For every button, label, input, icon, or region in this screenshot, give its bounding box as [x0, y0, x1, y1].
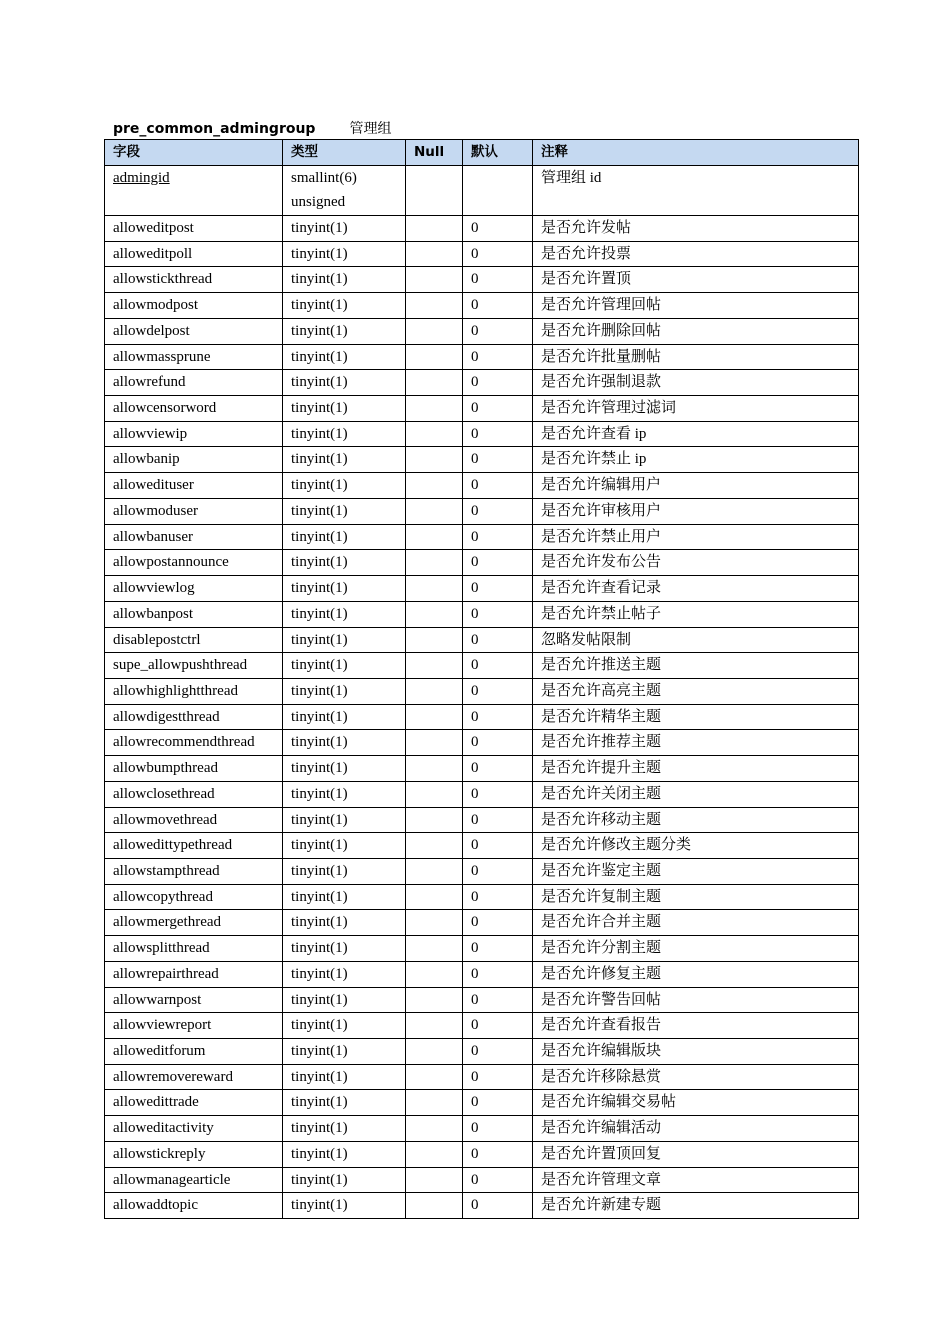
cell-type: tinyint(1) — [283, 1167, 406, 1193]
cell-null — [406, 678, 463, 704]
cell-field: allowcopythread — [105, 884, 283, 910]
cell-field: allowviewlog — [105, 576, 283, 602]
cell-default: 0 — [463, 781, 533, 807]
cell-null — [406, 1167, 463, 1193]
cell-comment: 是否允许修改主题分类 — [533, 833, 859, 859]
cell-null — [406, 653, 463, 679]
cell-type: tinyint(1) — [283, 1064, 406, 1090]
cell-null — [406, 987, 463, 1013]
table-row — [105, 1193, 859, 1219]
cell-comment: 是否允许强制退款 — [533, 370, 859, 396]
cell-comment: 是否允许复制主题 — [533, 884, 859, 910]
cell-type: tinyint(1) — [283, 267, 406, 293]
table-row — [105, 961, 859, 987]
cell-null — [406, 730, 463, 756]
cell-field: alloweditactivity — [105, 1116, 283, 1142]
table-row — [105, 601, 859, 627]
table-row — [105, 756, 859, 782]
table-row — [105, 1013, 859, 1039]
cell-comment: 是否允许编辑活动 — [533, 1116, 859, 1142]
cell-null — [406, 241, 463, 267]
header-null: Null — [406, 140, 463, 166]
cell-null — [406, 1039, 463, 1065]
cell-comment: 是否允许警告回帖 — [533, 987, 859, 1013]
cell-default: 0 — [463, 396, 533, 422]
cell-comment: 是否允许审核用户 — [533, 498, 859, 524]
table-row — [105, 421, 859, 447]
cell-field: supe_allowpushthread — [105, 653, 283, 679]
cell-default: 0 — [463, 421, 533, 447]
cell-type: tinyint(1) — [283, 576, 406, 602]
cell-null — [406, 1064, 463, 1090]
header-field: 字段 — [105, 140, 283, 166]
cell-comment: 是否允许高亮主题 — [533, 678, 859, 704]
cell-field: admingid — [105, 166, 283, 216]
cell-type: tinyint(1) — [283, 498, 406, 524]
cell-type: tinyint(1) — [283, 1193, 406, 1219]
table-row — [105, 1039, 859, 1065]
table-row — [105, 550, 859, 576]
cell-null — [406, 267, 463, 293]
cell-type: tinyint(1) — [283, 1141, 406, 1167]
cell-null — [406, 396, 463, 422]
cell-type: tinyint(1) — [283, 318, 406, 344]
cell-type: tinyint(1) — [283, 756, 406, 782]
cell-null — [406, 910, 463, 936]
cell-default: 0 — [463, 1013, 533, 1039]
cell-comment: 是否允许发帖 — [533, 216, 859, 242]
cell-comment: 是否允许编辑用户 — [533, 473, 859, 499]
cell-default: 0 — [463, 1090, 533, 1116]
cell-comment: 是否允许置顶回复 — [533, 1141, 859, 1167]
cell-type: tinyint(1) — [283, 781, 406, 807]
header-row — [105, 140, 859, 166]
cell-default: 0 — [463, 807, 533, 833]
cell-default: 0 — [463, 910, 533, 936]
cell-field: allowstickreply — [105, 1141, 283, 1167]
table-row — [105, 884, 859, 910]
cell-comment: 是否允许移除悬赏 — [533, 1064, 859, 1090]
cell-null — [406, 781, 463, 807]
cell-default: 0 — [463, 936, 533, 962]
cell-null — [406, 344, 463, 370]
cell-null — [406, 936, 463, 962]
cell-null — [406, 550, 463, 576]
cell-default: 0 — [463, 601, 533, 627]
cell-default: 0 — [463, 1039, 533, 1065]
cell-type: tinyint(1) — [283, 241, 406, 267]
cell-type: tinyint(1) — [283, 216, 406, 242]
cell-field: allowwarnpost — [105, 987, 283, 1013]
cell-type: tinyint(1) — [283, 1116, 406, 1142]
cell-field: allowstickthread — [105, 267, 283, 293]
cell-null — [406, 1141, 463, 1167]
cell-field: allowaddtopic — [105, 1193, 283, 1219]
cell-comment: 是否允许合并主题 — [533, 910, 859, 936]
cell-comment: 是否允许推送主题 — [533, 653, 859, 679]
cell-type: tinyint(1) — [283, 1090, 406, 1116]
cell-comment: 是否允许批量删帖 — [533, 344, 859, 370]
table-row — [105, 293, 859, 319]
cell-field: alloweditforum — [105, 1039, 283, 1065]
table-row — [105, 1167, 859, 1193]
table-caption — [113, 118, 391, 138]
cell-null — [406, 293, 463, 319]
cell-default: 0 — [463, 318, 533, 344]
cell-type: tinyint(1) — [283, 447, 406, 473]
table-row — [105, 267, 859, 293]
table-row — [105, 524, 859, 550]
cell-default: 0 — [463, 730, 533, 756]
header-type: 类型 — [283, 140, 406, 166]
cell-field: allowrecommendthread — [105, 730, 283, 756]
cell-comment: 是否允许编辑版块 — [533, 1039, 859, 1065]
schema-table — [104, 139, 859, 1219]
cell-default: 0 — [463, 473, 533, 499]
cell-comment: 是否允许修复主题 — [533, 961, 859, 987]
table-description: 管理组 — [349, 121, 392, 137]
cell-field: allowsplitthread — [105, 936, 283, 962]
cell-null — [406, 601, 463, 627]
cell-field: allowedittrade — [105, 1090, 283, 1116]
table-name: pre_common_admingroup — [113, 121, 316, 137]
cell-default: 0 — [463, 884, 533, 910]
cell-default: 0 — [463, 756, 533, 782]
cell-comment: 是否允许管理过滤词 — [533, 396, 859, 422]
cell-default: 0 — [463, 498, 533, 524]
cell-type: tinyint(1) — [283, 704, 406, 730]
cell-comment: 忽略发帖限制 — [533, 627, 859, 653]
cell-type: tinyint(1) — [283, 1013, 406, 1039]
cell-field: disablepostctrl — [105, 627, 283, 653]
table-row — [105, 396, 859, 422]
header-default: 默认 — [463, 140, 533, 166]
cell-default: 0 — [463, 678, 533, 704]
cell-default: 0 — [463, 370, 533, 396]
cell-null — [406, 421, 463, 447]
cell-comment: 是否允许禁止 ip — [533, 447, 859, 473]
cell-type: tinyint(1) — [283, 961, 406, 987]
cell-comment: 是否允许禁止帖子 — [533, 601, 859, 627]
cell-null — [406, 833, 463, 859]
cell-field: allowbanpost — [105, 601, 283, 627]
cell-field: allowdelpost — [105, 318, 283, 344]
cell-type: tinyint(1) — [283, 833, 406, 859]
cell-type: tinyint(1) — [283, 987, 406, 1013]
cell-comment: 是否允许分割主题 — [533, 936, 859, 962]
cell-type: tinyint(1) — [283, 370, 406, 396]
table-row — [105, 807, 859, 833]
cell-comment: 是否允许禁止用户 — [533, 524, 859, 550]
cell-default: 0 — [463, 627, 533, 653]
cell-field: allowremovereward — [105, 1064, 283, 1090]
cell-type: tinyint(1) — [283, 807, 406, 833]
cell-type: tinyint(1) — [283, 678, 406, 704]
cell-null — [406, 756, 463, 782]
cell-default: 0 — [463, 576, 533, 602]
cell-default: 0 — [463, 1116, 533, 1142]
cell-comment: 是否允许提升主题 — [533, 756, 859, 782]
cell-null — [406, 884, 463, 910]
cell-field: allowmoduser — [105, 498, 283, 524]
cell-comment: 是否允许置顶 — [533, 267, 859, 293]
cell-field: allowviewip — [105, 421, 283, 447]
cell-default: 0 — [463, 987, 533, 1013]
cell-null — [406, 1116, 463, 1142]
cell-null — [406, 961, 463, 987]
cell-default — [463, 166, 533, 216]
cell-field: allowviewreport — [105, 1013, 283, 1039]
cell-null — [406, 576, 463, 602]
cell-null — [406, 1193, 463, 1219]
cell-type: tinyint(1) — [283, 550, 406, 576]
cell-field: allowedittypethread — [105, 833, 283, 859]
cell-default: 0 — [463, 833, 533, 859]
cell-default: 0 — [463, 216, 533, 242]
cell-type: tinyint(1) — [283, 396, 406, 422]
cell-field: allowmergethread — [105, 910, 283, 936]
cell-type: tinyint(1) — [283, 653, 406, 679]
table-row — [105, 1141, 859, 1167]
cell-null — [406, 1090, 463, 1116]
cell-field: allowmanagearticle — [105, 1167, 283, 1193]
cell-default: 0 — [463, 524, 533, 550]
cell-default: 0 — [463, 241, 533, 267]
cell-type: tinyint(1) — [283, 730, 406, 756]
cell-field: allowcensorword — [105, 396, 283, 422]
table-row — [105, 627, 859, 653]
cell-null — [406, 498, 463, 524]
table-row — [105, 241, 859, 267]
cell-comment: 是否允许查看记录 — [533, 576, 859, 602]
cell-type: tinyint(1) — [283, 421, 406, 447]
table-row — [105, 344, 859, 370]
cell-null — [406, 704, 463, 730]
cell-comment: 是否允许鉴定主题 — [533, 858, 859, 884]
cell-comment: 是否允许管理回帖 — [533, 293, 859, 319]
cell-comment: 是否允许关闭主题 — [533, 781, 859, 807]
cell-type: tinyint(1) — [283, 910, 406, 936]
cell-null — [406, 370, 463, 396]
table-row — [105, 473, 859, 499]
cell-default: 0 — [463, 704, 533, 730]
table-row — [105, 166, 859, 216]
cell-default: 0 — [463, 550, 533, 576]
cell-null — [406, 627, 463, 653]
cell-field: allowbanuser — [105, 524, 283, 550]
cell-field: alloweditpost — [105, 216, 283, 242]
table-row — [105, 318, 859, 344]
table-row — [105, 1090, 859, 1116]
cell-comment: 是否允许查看 ip — [533, 421, 859, 447]
cell-null — [406, 216, 463, 242]
cell-default: 0 — [463, 267, 533, 293]
cell-comment: 是否允许新建专题 — [533, 1193, 859, 1219]
cell-default: 0 — [463, 447, 533, 473]
table-row — [105, 1116, 859, 1142]
cell-field: allowrepairthread — [105, 961, 283, 987]
table-row — [105, 653, 859, 679]
cell-comment: 是否允许推荐主题 — [533, 730, 859, 756]
table-row — [105, 936, 859, 962]
cell-default: 0 — [463, 293, 533, 319]
cell-default: 0 — [463, 1193, 533, 1219]
cell-type: tinyint(1) — [283, 1039, 406, 1065]
cell-field: allowmodpost — [105, 293, 283, 319]
cell-field: allowstampthread — [105, 858, 283, 884]
table-row — [105, 1064, 859, 1090]
table-row — [105, 370, 859, 396]
cell-field: allowbumpthread — [105, 756, 283, 782]
cell-type: tinyint(1) — [283, 293, 406, 319]
cell-comment: 是否允许移动主题 — [533, 807, 859, 833]
cell-comment: 是否允许查看报告 — [533, 1013, 859, 1039]
cell-type: tinyint(1) — [283, 524, 406, 550]
cell-default: 0 — [463, 1064, 533, 1090]
cell-comment: 是否允许发布公告 — [533, 550, 859, 576]
cell-type: tinyint(1) — [283, 344, 406, 370]
cell-default: 0 — [463, 1167, 533, 1193]
table-row — [105, 447, 859, 473]
table-row — [105, 781, 859, 807]
cell-comment: 是否允许删除回帖 — [533, 318, 859, 344]
cell-default: 0 — [463, 961, 533, 987]
cell-field: allowmassprune — [105, 344, 283, 370]
cell-type: tinyint(1) — [283, 601, 406, 627]
cell-type: tinyint(1) — [283, 473, 406, 499]
schema-body — [105, 166, 859, 1219]
cell-comment: 是否允许投票 — [533, 241, 859, 267]
cell-field: allowdigestthread — [105, 704, 283, 730]
table-row — [105, 858, 859, 884]
cell-null — [406, 166, 463, 216]
cell-field: allowhighlightthread — [105, 678, 283, 704]
cell-type: tinyint(1) — [283, 936, 406, 962]
cell-field: allowrefund — [105, 370, 283, 396]
cell-default: 0 — [463, 858, 533, 884]
cell-default: 0 — [463, 1141, 533, 1167]
cell-default: 0 — [463, 344, 533, 370]
cell-type: tinyint(1) — [283, 884, 406, 910]
table-row — [105, 910, 859, 936]
cell-null — [406, 447, 463, 473]
table-row — [105, 987, 859, 1013]
cell-type: tinyint(1) — [283, 858, 406, 884]
cell-field: alloweditpoll — [105, 241, 283, 267]
table-row — [105, 704, 859, 730]
cell-null — [406, 807, 463, 833]
table-row — [105, 216, 859, 242]
cell-null — [406, 1013, 463, 1039]
cell-type: tinyint(1) — [283, 627, 406, 653]
cell-null — [406, 473, 463, 499]
cell-field: allowpostannounce — [105, 550, 283, 576]
table-row — [105, 833, 859, 859]
table-row — [105, 678, 859, 704]
cell-comment: 是否允许精华主题 — [533, 704, 859, 730]
cell-default: 0 — [463, 653, 533, 679]
cell-null — [406, 858, 463, 884]
cell-field: allowedituser — [105, 473, 283, 499]
header-comment: 注释 — [533, 140, 859, 166]
cell-comment: 是否允许管理文章 — [533, 1167, 859, 1193]
cell-field: allowclosethread — [105, 781, 283, 807]
table-row — [105, 730, 859, 756]
cell-type: smallint(6) unsigned — [283, 166, 406, 216]
cell-comment: 管理组 id — [533, 166, 859, 216]
cell-null — [406, 524, 463, 550]
table-row — [105, 498, 859, 524]
cell-field: allowmovethread — [105, 807, 283, 833]
table-row — [105, 576, 859, 602]
cell-comment: 是否允许编辑交易帖 — [533, 1090, 859, 1116]
cell-null — [406, 318, 463, 344]
cell-field: allowbanip — [105, 447, 283, 473]
